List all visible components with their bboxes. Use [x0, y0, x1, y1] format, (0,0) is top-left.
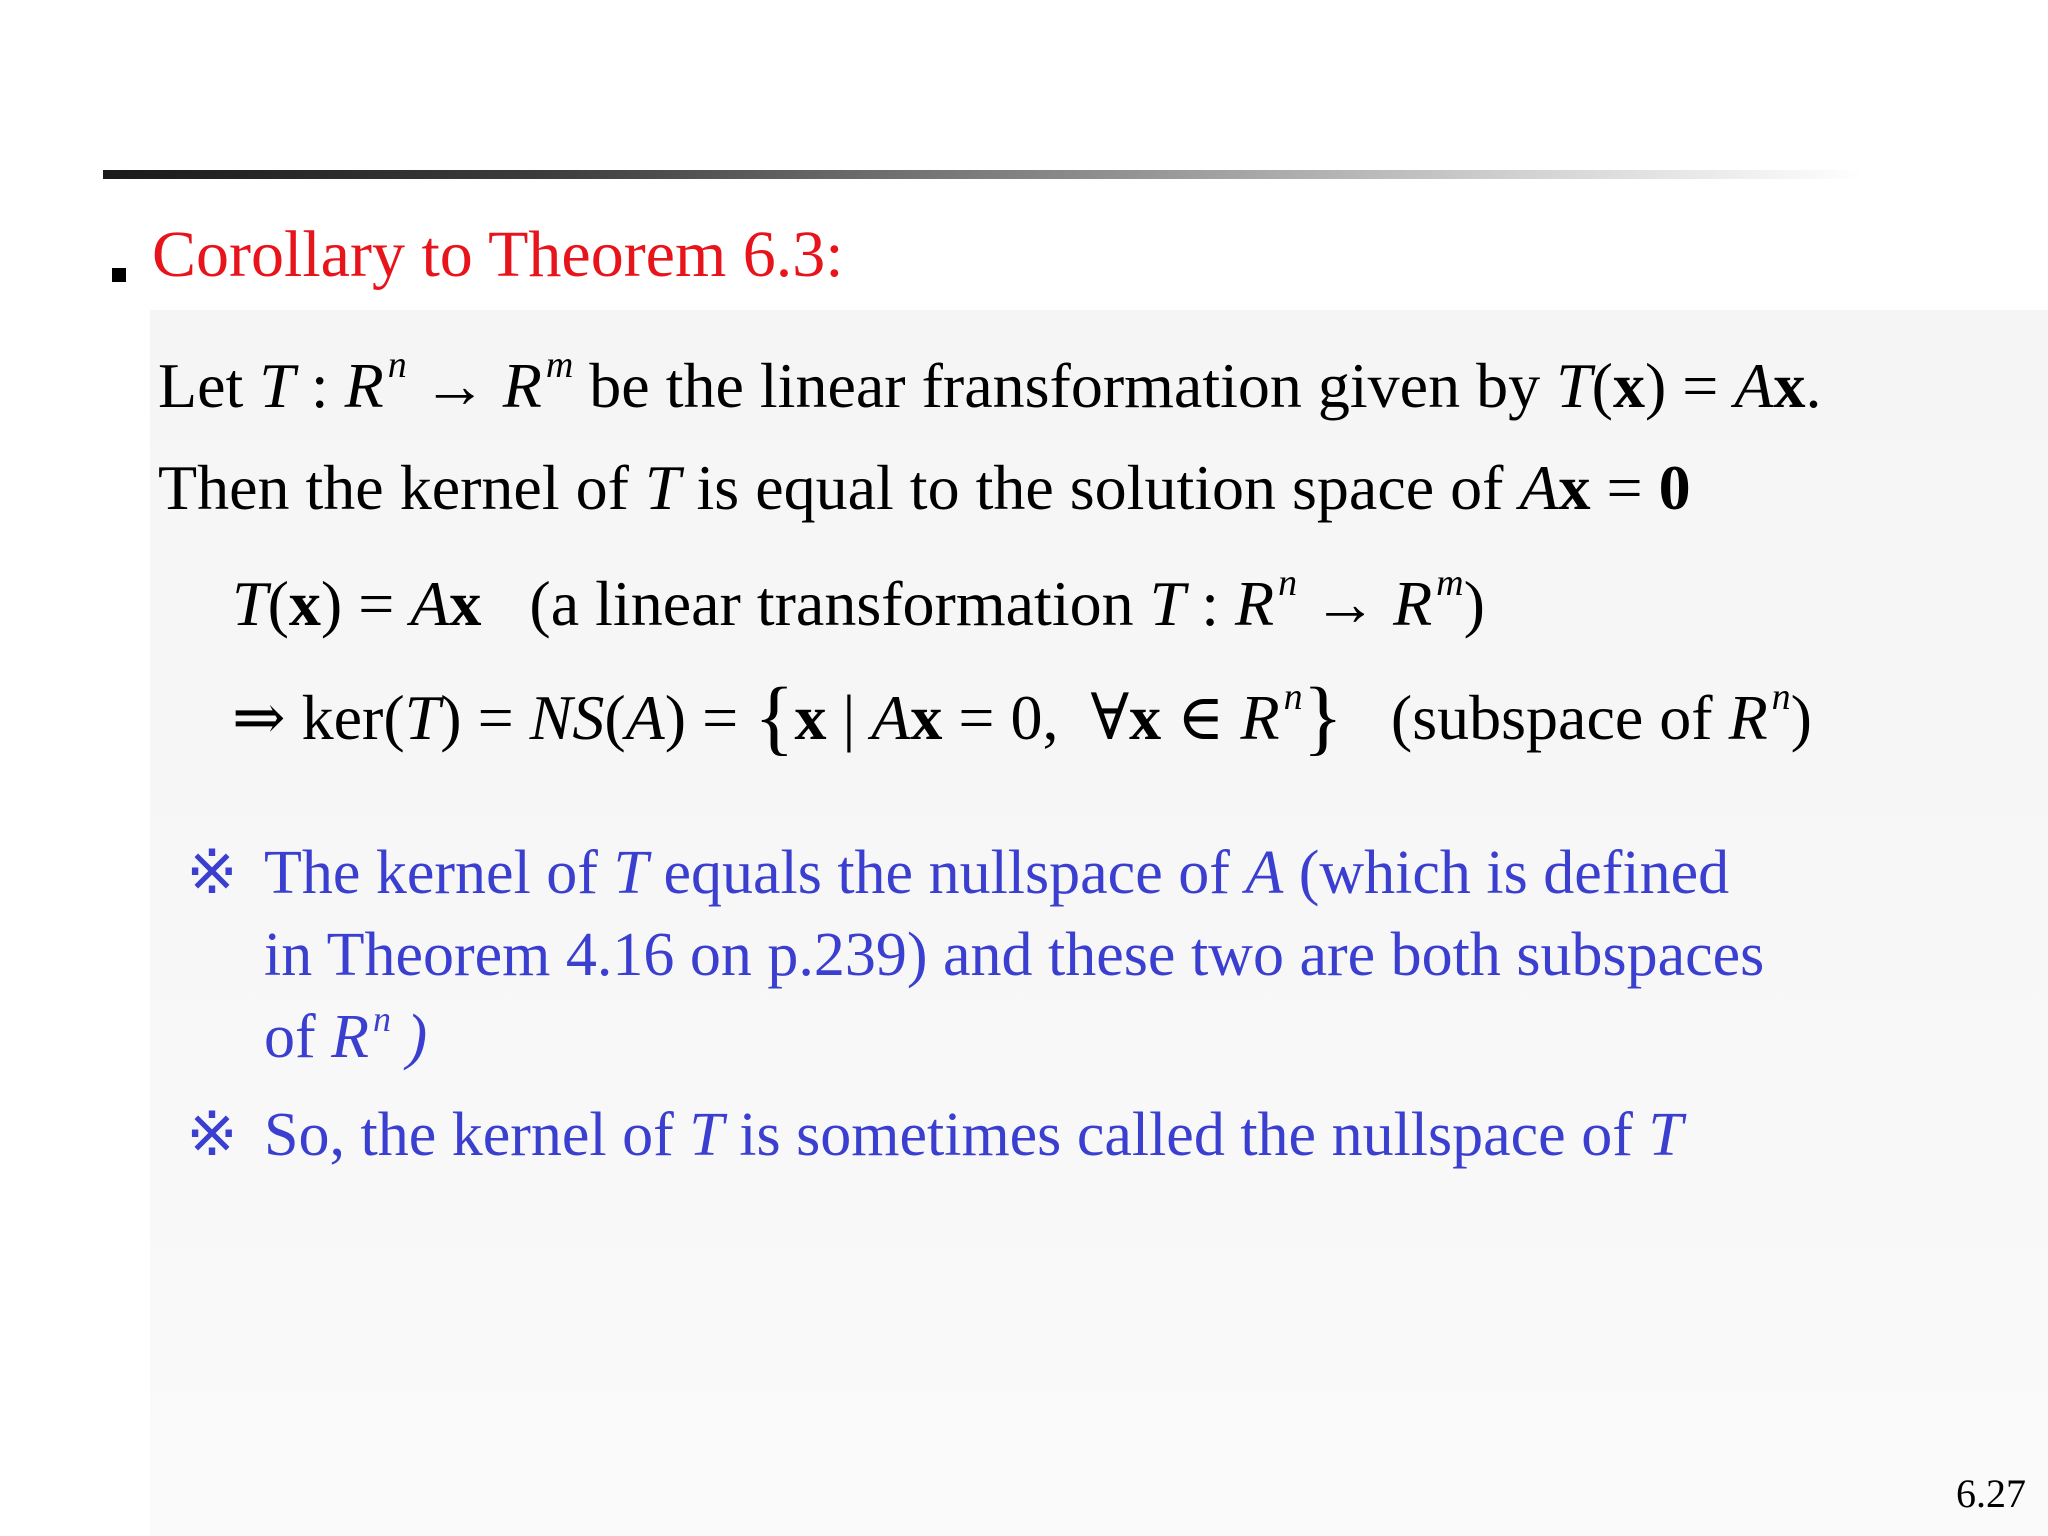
page-number: 6.27: [1956, 1471, 2026, 1516]
note-1-line-1: ※ The kernel of T equals the nullspace of A (which is defined: [186, 832, 1764, 914]
statement-line-2: Then the kernel of T is equal to the solution space of Ax = 0: [158, 452, 1691, 523]
bullet-icon: [112, 268, 126, 282]
note-kernel-nullspace: [186, 832, 1764, 1078]
note-nullspace-name: ※ So, the kernel of T is sometimes called the nullspace of T: [186, 1094, 1683, 1176]
statement-line-1: Let T : R $^n$ → R $^m$ be the linear fransformation given by T(x) = Ax.: [158, 344, 1822, 421]
note-1-line-3: of R $^n$ ): [264, 999, 428, 1071]
equation-transformation: T(x) = Ax (a linear transformation T : R $^n$ → R $^m$): [232, 562, 1485, 639]
reference-mark-icon: ※: [186, 1101, 238, 1169]
reference-mark-icon: ※: [186, 839, 238, 907]
corollary-heading: Corollary to Theorem 6.3:: [152, 218, 844, 291]
title-divider: [103, 170, 1863, 179]
equation-kernel: ⇒ ker(T) = NS(A) = {x | Ax = 0, ∀x ∈ R $^n$} (subspace of R $^n$): [232, 671, 1812, 764]
note-1-line-2: in Theorem 4.16 on p.239) and these two are both subspaces: [264, 921, 1765, 989]
